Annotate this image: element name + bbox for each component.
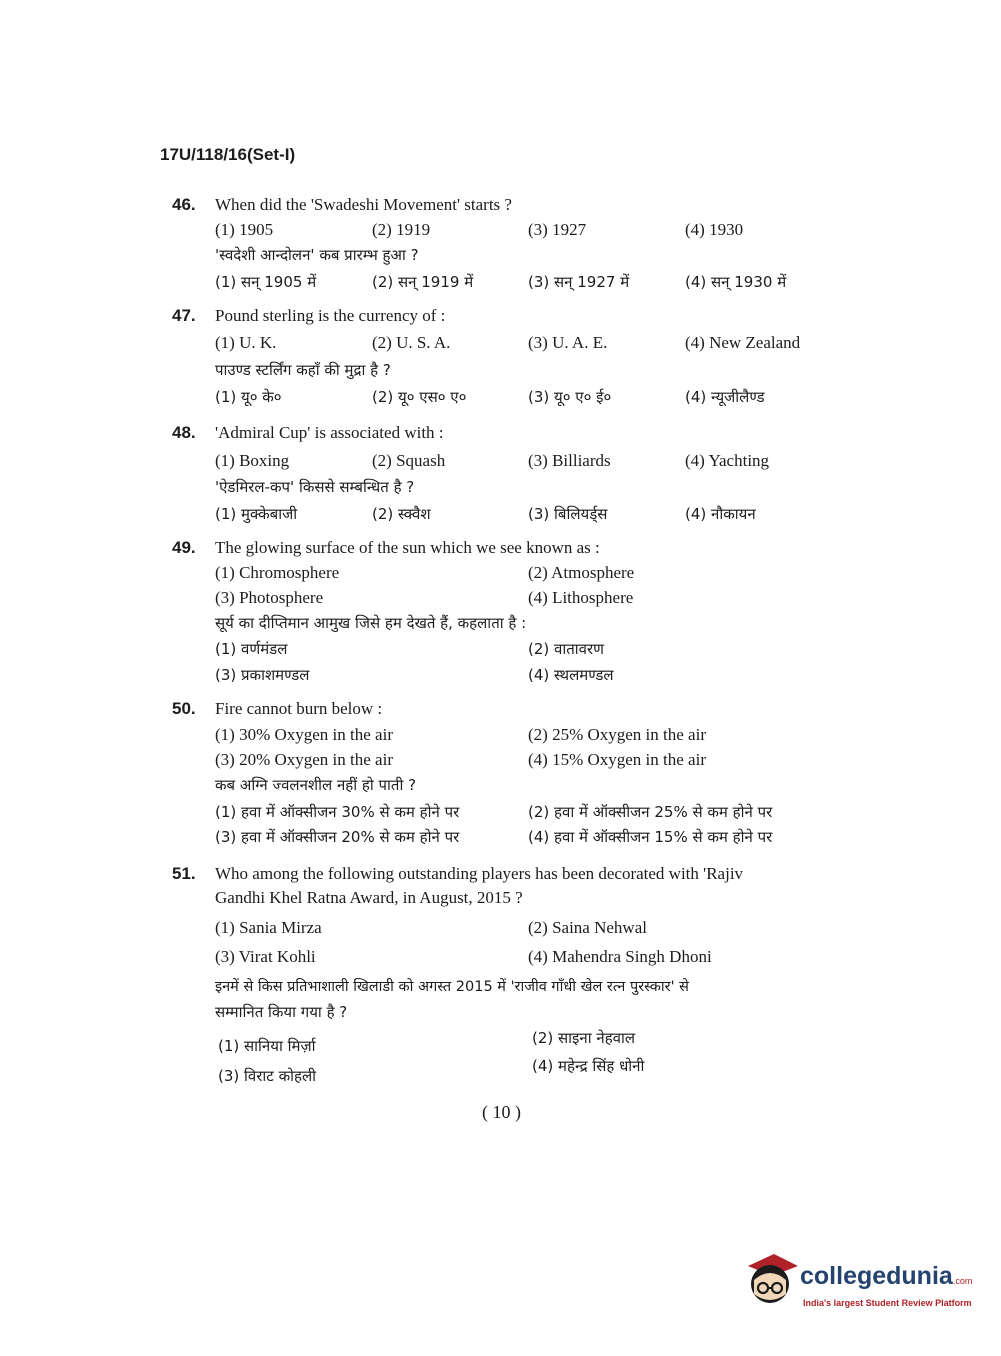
option-en-4: (4) New Zealand — [685, 333, 801, 352]
option-hi-2: (2) हवा में ऑक्सीजन 25% से कम होने पर — [528, 803, 773, 821]
option-en-4: (4) Yachting — [685, 451, 770, 470]
mascot-icon — [742, 1250, 798, 1310]
option-en-4: (4) 15% Oxygen in the air — [528, 750, 706, 769]
option-hi-1: (1) वर्णमंडल — [215, 640, 288, 658]
option-hi-4: (4) न्यूजीलैण्ड — [685, 388, 765, 406]
option-en-1: (1) 30% Oxygen in the air — [215, 725, 393, 744]
option-en-2: (2) Atmosphere — [528, 563, 635, 582]
option-hi-2: (2) स्क्वैश — [372, 505, 431, 523]
option-en-4: (4) Lithosphere — [528, 588, 634, 607]
option-en-4: (4) 1930 — [685, 220, 744, 239]
brand-tagline: India's largest Student Review Platform — [803, 1298, 972, 1308]
question-text-en-line1: Who among the following outstanding players has been decorated with 'Rajiv — [215, 864, 744, 883]
question-text-en: Fire cannot burn below : — [215, 699, 383, 718]
brand-suffix: .com — [952, 1276, 973, 1286]
option-en-1: (1) Sania Mirza — [215, 918, 322, 937]
option-hi-1: (1) यू० के० — [215, 388, 282, 406]
option-hi-3: (3) बिलियर्ड्स — [528, 505, 608, 523]
option-en-2: (2) 25% Oxygen in the air — [528, 725, 706, 744]
option-en-3: (3) Photosphere — [215, 588, 324, 607]
question-number: 49. — [172, 538, 196, 557]
option-hi-4: (4) महेन्द्र सिंह धोनी — [532, 1057, 645, 1075]
question-number: 50. — [172, 699, 196, 718]
option-en-3: (3) 20% Oxygen in the air — [215, 750, 393, 769]
question-number: 48. — [172, 423, 196, 442]
question-text-hi: पाउण्ड स्टर्लिंग कहाँ की मुद्रा है ? — [215, 361, 391, 379]
question-text-en: The glowing surface of the sun which we see known as : — [215, 538, 600, 557]
question-text-en: 'Admiral Cup' is associated with : — [215, 423, 444, 442]
question-text-hi: सूर्य का दीप्तिमान आमुख जिसे हम देखते हैं, कहलाता है : — [215, 614, 527, 632]
option-en-1: (1) Chromosphere — [215, 563, 340, 582]
option-hi-3: (3) यू० ए० ई० — [528, 388, 612, 406]
option-en-3: (3) Virat Kohli — [215, 947, 316, 966]
option-hi-2: (2) यू० एस० ए० — [372, 388, 467, 406]
option-hi-2: (2) सन् 1919 में — [372, 273, 474, 291]
option-hi-3: (3) सन् 1927 में — [528, 273, 630, 291]
option-hi-2: (2) वातावरण — [528, 640, 604, 658]
paper-code: 17U/118/16(Set-I) — [160, 145, 296, 164]
option-hi-1: (1) सानिया मिर्ज़ा — [218, 1037, 316, 1055]
option-hi-1: (1) सन् 1905 में — [215, 273, 317, 291]
option-en-2: (2) Squash — [372, 451, 446, 470]
question-number: 51. — [172, 864, 196, 883]
brand-name: collegedunia — [800, 1262, 953, 1290]
question-number: 47. — [172, 306, 196, 325]
option-hi-2: (2) साइना नेहवाल — [532, 1029, 636, 1047]
question-text-en: When did the 'Swadeshi Movement' starts ? — [215, 195, 512, 214]
option-hi-1: (1) मुक्केबाजी — [215, 505, 298, 523]
option-en-2: (2) U. S. A. — [372, 333, 451, 352]
option-hi-4: (4) नौकायन — [685, 505, 756, 523]
option-hi-3: (3) प्रकाशमण्डल — [215, 666, 310, 684]
question-number: 46. — [172, 195, 196, 214]
option-en-3: (3) U. A. E. — [528, 333, 608, 352]
page-number: ( 10 ) — [482, 1102, 521, 1122]
question-text-hi: 'ऐडमिरल-कप' किससे सम्बन्धित है ? — [215, 478, 415, 496]
option-en-1: (1) U. K. — [215, 333, 277, 352]
option-en-4: (4) Mahendra Singh Dhoni — [528, 947, 712, 966]
question-text-en-line2: Gandhi Khel Ratna Award, in August, 2015 ? — [215, 888, 523, 907]
question-text-hi-line2: सम्मानित किया गया है ? — [215, 1003, 348, 1021]
question-text-hi: 'स्वदेशी आन्दोलन' कब प्रारम्भ हुआ ? — [215, 246, 419, 264]
option-en-2: (2) Saina Nehwal — [528, 918, 647, 937]
option-en-1: (1) Boxing — [215, 451, 290, 470]
option-en-3: (3) Billiards — [528, 451, 611, 470]
option-hi-3: (3) हवा में ऑक्सीजन 20% से कम होने पर — [215, 828, 460, 846]
question-text-hi: कब अग्नि ज्वलनशील नहीं हो पाती ? — [215, 776, 417, 794]
option-hi-1: (1) हवा में ऑक्सीजन 30% से कम होने पर — [215, 803, 460, 821]
option-hi-3: (3) विराट कोहली — [218, 1067, 317, 1085]
question-text-hi-line1: इनमें से किस प्रतिभाशाली खिलाडी को अगस्त 2015 में 'राजीव गाँधी खेल रत्न पुरस्कार' से — [215, 979, 689, 995]
option-en-3: (3) 1927 — [528, 220, 587, 239]
option-en-1: (1) 1905 — [215, 220, 274, 239]
option-hi-4: (4) सन् 1930 में — [685, 273, 787, 291]
option-hi-4: (4) हवा में ऑक्सीजन 15% से कम होने पर — [528, 828, 773, 846]
option-hi-4: (4) स्थलमण्डल — [528, 666, 614, 684]
option-en-2: (2) 1919 — [372, 220, 431, 239]
question-text-en: Pound sterling is the currency of : — [215, 306, 446, 325]
